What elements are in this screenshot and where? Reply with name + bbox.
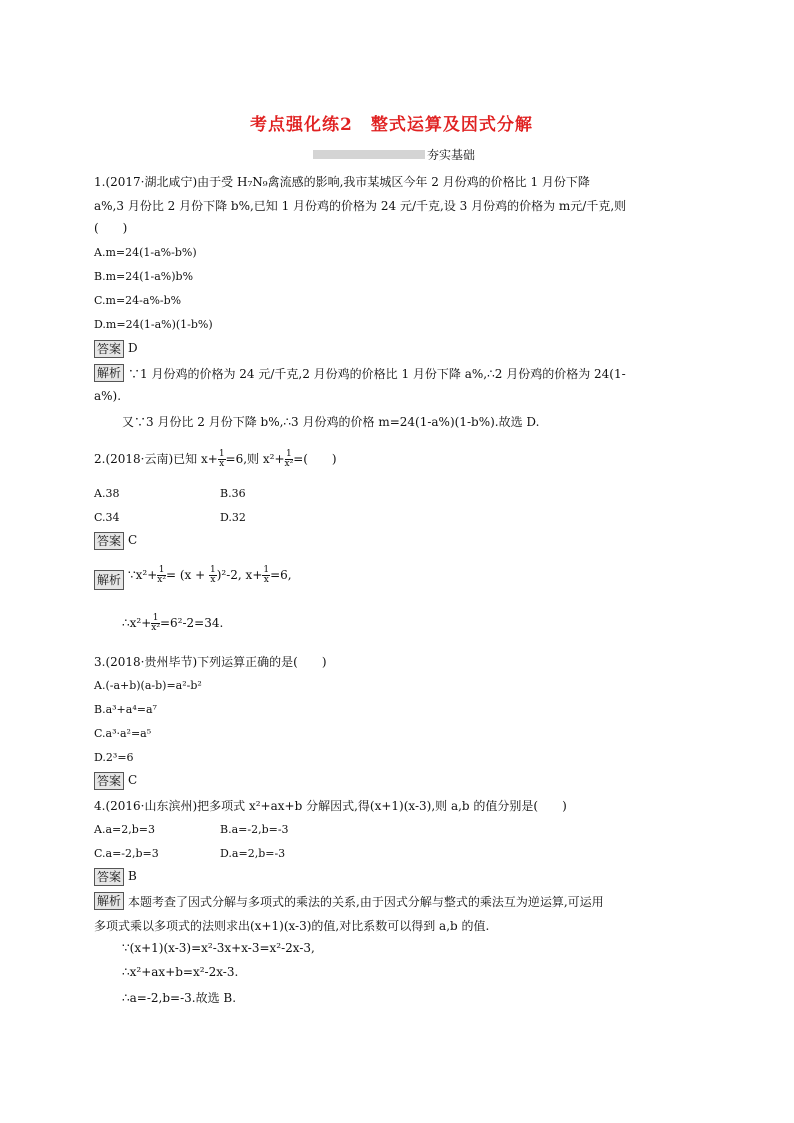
- q4-answer: B: [128, 869, 137, 883]
- q4-option-b: B.a=-2,b=-3: [220, 823, 289, 836]
- q1-answer-tag: 答案: [94, 340, 124, 358]
- q3-option-d: D.2³=6: [94, 751, 134, 764]
- q1-option-d: D.m=24(1-a%)(1-b%): [94, 318, 213, 331]
- q3-answer-tag: 答案: [94, 772, 124, 790]
- q4-analysis-line4: ∴x²+ax+b=x²-2x-3.: [122, 965, 239, 979]
- q2-stem: [94, 450, 337, 469]
- q2-answer-tag: 答案: [94, 532, 124, 550]
- q3-option-b: B.a³+a⁴=a⁷: [94, 703, 157, 716]
- q4-answer-tag: 答案: [94, 868, 124, 886]
- q1-option-a: A.m=24(1-a%-b%): [94, 246, 197, 259]
- q2-stem-mid: =6,则 x²+: [225, 452, 285, 466]
- q2-option-c: C.34: [94, 511, 120, 524]
- q4-option-d: D.a=2,b=-3: [220, 847, 286, 860]
- q2-analysis-line2: ∴x²+ $\frac{1}{\text{x²}}$ =6²-2=34.: [122, 613, 224, 633]
- q1-line3: ( ): [94, 221, 128, 235]
- q4-option-c: C.a=-2,b=3: [94, 847, 159, 860]
- q4-analysis-line1: 本题考查了因式分解与多项式的乘法的关系,由于因式分解与整式的乘法互为逆运算,可运用: [128, 895, 604, 909]
- q2-option-b: B.36: [220, 487, 246, 500]
- q3-option-a: A.(-a+b)(a-b)=a²-b²: [94, 679, 202, 692]
- section-bar: [313, 150, 425, 159]
- q3-stem: 3.(2018·贵州毕节)下列运算正确的是( ): [94, 655, 327, 669]
- q3-answer: C: [128, 773, 138, 787]
- q4-option-a: A.a=2,b=3: [94, 823, 155, 836]
- q4-analysis-line2: 多项式乘以多项式的法则求出(x+1)(x-3)的值,对比系数可以得到 a,b 的值.: [94, 919, 490, 933]
- q4-analysis-tag: 解析: [94, 892, 124, 910]
- q1-option-c: C.m=24-a%-b%: [94, 294, 182, 307]
- q4-stem: 4.(2016·山东滨州)把多项式 x²+ax+b 分解因式,得(x+1)(x-3),则 a,b 的值分别是( ): [94, 799, 567, 813]
- section-label: 夯实基础: [427, 148, 476, 162]
- q2-option-a: A.38: [94, 487, 120, 500]
- q1-answer: D: [128, 341, 138, 355]
- q2-analysis-tag: 解析: [94, 570, 124, 590]
- q2-fraction-1: $\frac{1}{x}$: [218, 449, 225, 469]
- q2-stem-suffix: =( ): [293, 452, 337, 466]
- q3-option-c: C.a³·a²=a⁵: [94, 727, 152, 740]
- q1-analysis-tag: 解析: [94, 364, 124, 382]
- page-title: 考点强化练2 整式运算及因式分解: [250, 115, 533, 135]
- q4-analysis-line3: ∵(x+1)(x-3)=x²-3x+x-3=x²-2x-3,: [122, 941, 315, 955]
- q1-analysis-line2: a%).: [94, 389, 122, 403]
- q1-line2: a%,3 月份比 2 月份下降 b%,已知 1 月份鸡的价格为 24 元/千克,设 3 月份鸡的价格为 m元/千克,则: [94, 199, 627, 213]
- q2-answer: C: [128, 533, 138, 547]
- q4-analysis-line5: ∴a=-2,b=-3.故选 B.: [122, 991, 237, 1005]
- q2-option-d: D.32: [220, 511, 246, 524]
- q1-analysis-line3: 又∵3 月份比 2 月份下降 b%,∴3 月份鸡的价格 m=24(1-a%)(1-b%).故选 D.: [122, 415, 540, 429]
- q1-analysis-line1: ∵1 月份鸡的价格为 24 元/千克,2 月份鸡的价格比 1 月份下降 a%,∴2 月份鸡的价格为 24(1-: [128, 367, 626, 381]
- q1-line1: 1.(2017·湖北咸宁)由于受 H₇N₉禽流感的影响,我市某城区今年 2 月份鸡的价格比 1 月份下降: [94, 175, 590, 189]
- q1-option-b: B.m=24(1-a%)b%: [94, 270, 194, 283]
- q2-stem-prefix: 2.(2018·云南)已知 x+: [94, 452, 218, 466]
- q2-fraction-2: $\frac{1}{\text{x²}}$: [284, 449, 294, 469]
- q2-analysis-line1: ∵x²+ $\frac{1}{\text{x²}}$ = (x + $\frac{1}{x}$ )²-2, x+ $\frac{1}{x}$ =6,: [128, 565, 292, 585]
